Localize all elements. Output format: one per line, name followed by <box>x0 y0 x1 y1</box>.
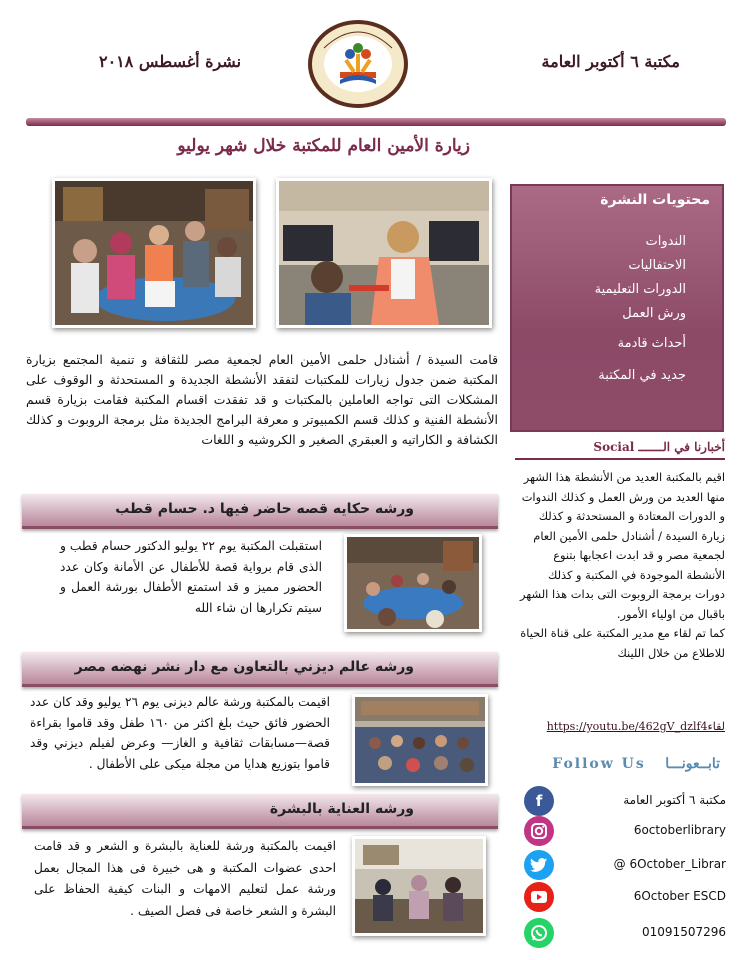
contents-list <box>595 230 686 388</box>
contents-item[interactable]: ورش العمل <box>622 306 686 321</box>
visit-photo-group <box>52 178 256 328</box>
contents-title: محتويات النشرة <box>600 192 710 208</box>
news-heading <box>515 440 725 454</box>
twitter-icon[interactable] <box>524 850 554 880</box>
story-workshop-photo <box>344 534 482 632</box>
news-body-text-2: كما تم لقاء مع مدير المكتبة على قناة الحياة للاطلاع من خلال اللينك <box>520 626 725 660</box>
article-title: ورشه حكايه قصه حاضر فيها د. حسام قطب <box>115 501 414 517</box>
facebook-icon[interactable]: f <box>524 786 554 816</box>
article-body: استقبلت المكتبة يوم ٢٢ يوليو الدكتور حسام قطب و الذى قام برواية قصة للأطفال عن الأمانة وكان عدد الحضور مميز و قد استمتع الأطفال بورشة العمل و سيتم تكرارها ان شاء الله <box>60 539 322 615</box>
youtube-interview-link[interactable]: https://youtu.be/462gV_dzlf4لقاء <box>546 720 725 733</box>
social-row-twitter[interactable] <box>524 850 724 882</box>
society-logo <box>306 18 410 110</box>
social-row-instagram[interactable] <box>524 816 724 848</box>
library-name: مكتبة ٦ أكتوبر العامة <box>541 52 680 71</box>
social-row-facebook[interactable] <box>524 786 724 818</box>
article-title: ورشه عالم ديزني بالتعاون مع دار نشر نهضه مصر <box>74 659 414 675</box>
issue-title: نشرة أغسطس ٢٠١٨ <box>98 52 242 71</box>
instagram-icon[interactable] <box>524 816 554 846</box>
follow-us-ar: تابــعونـــا <box>665 756 720 772</box>
social-label: 01091507296 <box>642 925 726 939</box>
follow-us-heading <box>530 756 720 772</box>
news-heading-ar: أخبارنا في الـــــــ <box>638 440 725 454</box>
contents-item[interactable]: الدورات التعليمية <box>594 282 686 297</box>
main-article-title: زيارة الأمين العام للمكتبة خلال شهر يوليو <box>177 136 470 156</box>
follow-us-en: Follow Us <box>552 756 646 772</box>
contents-panel <box>510 184 724 432</box>
social-row-whatsapp[interactable] <box>524 918 724 950</box>
youtube-icon[interactable] <box>524 882 554 912</box>
social-label: @ 6October_Librar <box>613 857 726 871</box>
news-body-text: اقيم بالمكتبة العديد من الأنشطة هذا الشهر منها العديد من ورش العمل و كذلك الندوات و الدورات المعتادة و المستحدثة و كذلك زيارة السيدة / أشنادل حلمى الأمين العام لجمعية مصر و قد ابدت اعجابها بتنوع الأنشطة الموجودة في المكتبة و كذلك دورات برمجة الروبوت التى بدات هذا الشهر باقبال من اولياء الأمور. <box>520 470 725 621</box>
social-label: 6octoberlibrary <box>633 823 726 837</box>
contents-item[interactable]: الاحتفاليات <box>628 258 686 273</box>
article-body: اقيمت بالمكتبة ورشة عالم ديزنى يوم ٢٦ يوليو وقد كان عدد الحضور فائق حيث بلغ اكثر من ١٦٠ طفل وقد قاموا بقراءة قصة—مسابقات ثقافية و الغاز— وعرض لفيلم ديزني وقد قاموا بتوزيع هدايا من مجلة ميكى على الأطفال . <box>30 695 330 771</box>
skincare-workshop-photo <box>352 836 486 936</box>
contents-item[interactable]: جديد في المكتبة <box>598 368 686 383</box>
article-bar-story-workshop <box>22 494 498 529</box>
whatsapp-icon[interactable] <box>524 918 554 948</box>
news-heading-en: Social <box>593 440 635 454</box>
article-body: اقيمت بالمكتبة ورشة للعناية بالبشرة و الشعر و قد قامت احدى عضوات المكتبة و هى خبيرة فى هذا المجال بعمل ورشة عمل لتعليم الامهات و البنات كيفية الحفاظ على البشرة و الشعر خاصة فى فصل الصيف . <box>34 839 336 918</box>
article-title: ورشه العناية بالبشرة <box>269 801 414 817</box>
social-row-youtube[interactable] <box>524 882 724 914</box>
social-label: مكتبة ٦ أكتوبر العامة <box>623 793 726 807</box>
main-article-body: قامت السيدة / أشنادل حلمى الأمين العام لجمعية مصر للثقافة و تنمية المجتمع بزيارة المكتبة ضمن جدول زيارات للمكتبات لتفقد الأنشطة الجديدة و المستحدثة و الوقوف على المشكلات التى تواجه العاملين بالمكتبات و قد تفقدت اقسام المكتبة فقامت بزيارة قسم الأنشطة الفنية و كذلك قسم الكمبيوتر و معرفة البرامج الجديدة مثل برمجة الروبوت و كذلك الكشافة و الكاراتيه و العبقري الصغير و الكروشيه و اللغات <box>26 352 498 447</box>
social-label: 6October ESCD <box>633 889 726 903</box>
disney-workshop-photo <box>352 694 488 786</box>
visit-photo-computer-lab <box>276 178 492 328</box>
contents-item[interactable]: الندوات <box>645 234 686 249</box>
header-divider <box>26 118 726 126</box>
news-body <box>515 468 725 663</box>
contents-item[interactable]: أحداث قادمة <box>617 336 686 351</box>
article-bar-disney-workshop <box>22 652 498 687</box>
news-divider <box>515 458 725 460</box>
article-bar-skincare-workshop <box>22 794 498 829</box>
